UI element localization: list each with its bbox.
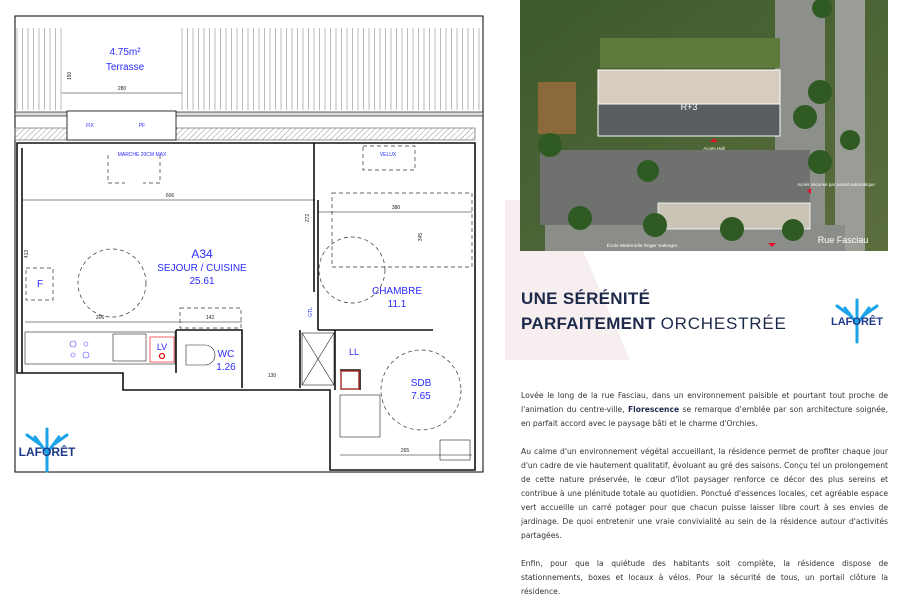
fridge-label: F (36, 279, 44, 290)
room-name-wc: WC (217, 349, 235, 360)
building-label: R+3 (680, 102, 698, 112)
dim-wc: 142 (205, 315, 215, 321)
paragraph-2: Au calme d'un environnement végétal accueillant, la résidence permet de profiter chaque jour d'un cadre de vie hautement qualitatif, évoluant au gré des saisons. Conçu tel un prolongement de cette nature préservée, le cœur d'îlot paysager renforce ce décor des plus sereins et contribue à une plénitude totale au quotidien. Ponctué d'essences locales, cet agréable espace vert accueille un carré potager pour que chacun puisse laisser libre court à ses envies de jardinage. De quoi entretenir une vraie convivialité au sein de la résidence autour d'activités partagées. (521, 447, 888, 540)
terrace-area: 4.75m² (109, 47, 141, 58)
terrace-decking (17, 28, 479, 110)
dim-terrace-depth: 150 (67, 71, 73, 81)
room-name-living: SEJOUR / CUISINE (157, 263, 247, 274)
aerial-site-view (520, 0, 888, 251)
terrace-label: Terrasse (105, 62, 145, 73)
gtl-label: GTL (308, 307, 314, 317)
dim-bedroom-width: 380 (391, 205, 401, 211)
pf-label: PF (138, 123, 146, 129)
dim-sdb: 265 (400, 448, 410, 454)
washer-label: LL (348, 347, 360, 357)
dim-hall: 130 (267, 373, 277, 379)
room-name-sdb: SDB (410, 378, 432, 389)
room-area-bedroom: 11.1 (387, 299, 407, 310)
street-road (835, 0, 865, 251)
room-name-bedroom: CHAMBRE (371, 286, 423, 297)
paragraph-3: Enfin, pour que la quiétude des habitants soit complète, la résidence dispose de stationnements, boxes et locaux à vélos. Pour la sécurité de tous, un portail clôture la résidence. (521, 559, 888, 596)
dim-living-width: 606 (165, 193, 175, 199)
dim-bedroom-height: 345 (418, 232, 424, 242)
hall-access-label: Accès Hall (703, 146, 725, 151)
room-area-living: 25.61 (189, 276, 215, 287)
logo-text: LAFORÊT (18, 445, 76, 459)
dim-living-depth: 413 (24, 249, 30, 259)
bay-window (67, 111, 176, 140)
street-label: Rue Fasciau (817, 235, 869, 245)
floor-plan (0, 0, 490, 480)
body-text (521, 389, 888, 613)
vegetable-garden (538, 82, 576, 134)
dim-terrace-width: 280 (117, 86, 127, 92)
step-label: MARCHE 20CM MAX (117, 152, 167, 158)
dim-kitchen: 206 (95, 315, 105, 321)
room-area-wc: 1.26 (216, 362, 236, 373)
residence-name: Florescence (627, 405, 680, 414)
fix-label: FIX (86, 123, 94, 129)
heading-line2: PARFAITEMENT ORCHESTRÉE (521, 314, 787, 333)
school-label: École Maternelle Roger Salengro (606, 244, 678, 249)
dishwasher-label: LV (156, 342, 168, 352)
building-roof (598, 70, 780, 104)
heading-line1: UNE SÉRÉNITÉ (521, 289, 651, 308)
dim-bedroom-depth: 272 (305, 213, 311, 223)
room-area-sdb: 7.65 (411, 391, 431, 402)
secure-access-label: Accès sécurisé par portail automatique (797, 182, 875, 187)
laforet-logo-header (826, 296, 888, 346)
logo-text: LAFORÊT (831, 316, 883, 328)
apartment-id: A34 (191, 247, 213, 261)
dimension-lines (23, 93, 472, 455)
laforet-logo-plan (15, 425, 80, 475)
velux-label: VELUX (379, 152, 397, 158)
kitchen-fixtures (25, 332, 470, 460)
paragraph-1: Lovée le long de la rue Fasciau, dans un environnement paisible et pourtant tout proche de l'animation du centre-ville, Florescence se remarque d'emblée par son architecture soignée, en parfait accord avec le paysage bâti et le charme d'Orchies. (521, 391, 888, 428)
